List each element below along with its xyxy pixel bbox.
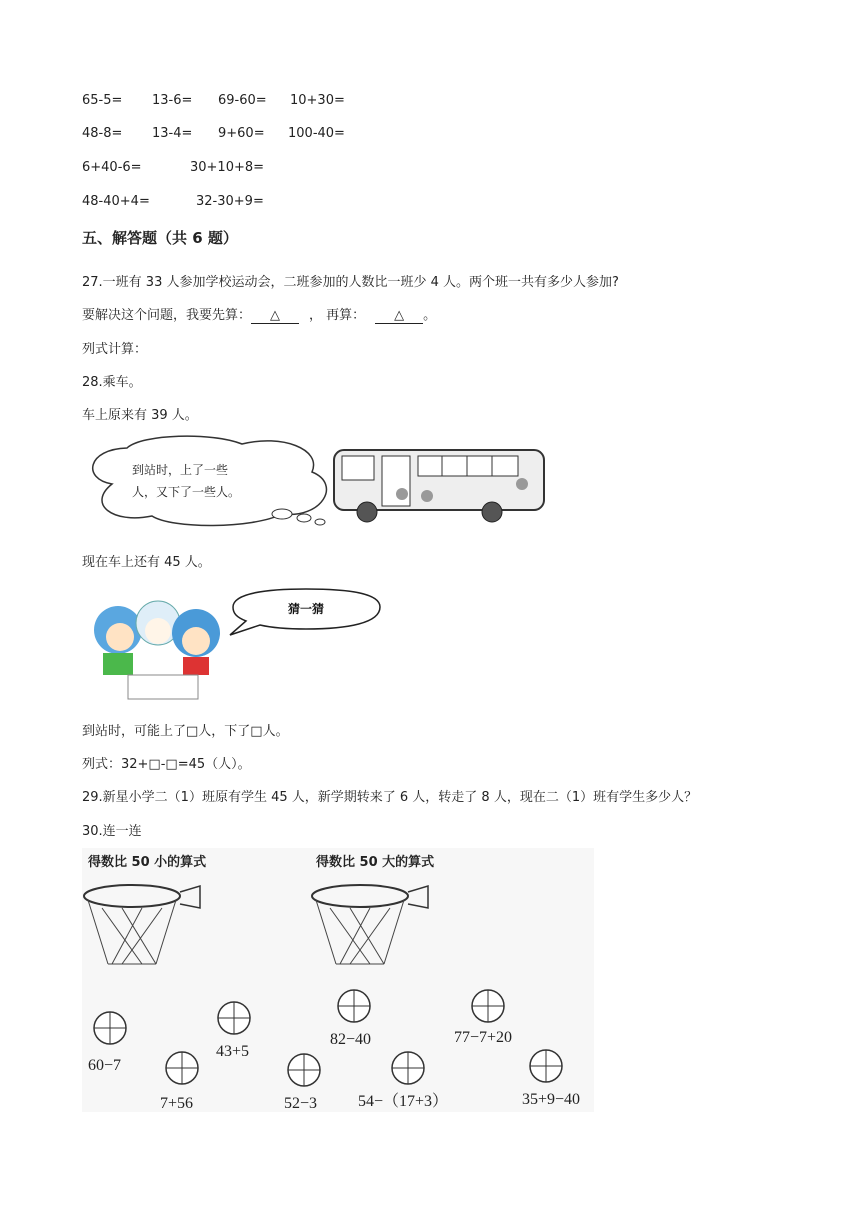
arith-r2-1: 48-8= bbox=[82, 126, 123, 141]
ball-expr-1: 60−7 bbox=[88, 1057, 122, 1074]
q27-line2-b: ， 再算： bbox=[309, 308, 366, 323]
q27-text: 27.一班有 33 人参加学校运动会，二班参加的人数比一班少 4 人。两个班一共有多少人参加? bbox=[82, 275, 619, 290]
basketball-icon[interactable] bbox=[94, 1012, 126, 1044]
arith-r1-1: 65-5= bbox=[82, 93, 123, 108]
answer-blank-1[interactable]: △ bbox=[251, 308, 299, 324]
arith-r3-2: 30+10+8= bbox=[190, 160, 265, 175]
ball-expr-6: 54−（17+3） bbox=[358, 1093, 449, 1110]
ball-expr-4: 52−3 bbox=[284, 1095, 318, 1112]
arith-r3-1: 6+40-6= bbox=[82, 160, 142, 175]
q29-text: 29.新星小学二（1）班原有学生 45 人，新学期转来了 6 人，转走了 8 人，现在二（1）班有学生多少人？ bbox=[82, 790, 698, 805]
bubble2-text: 猜一猜 bbox=[288, 602, 325, 616]
q28-title: 28.乘车。 bbox=[82, 375, 142, 390]
q27-line3: 列式计算： bbox=[82, 342, 148, 357]
arith-r4-1: 48-40+4= bbox=[82, 194, 150, 209]
arith-r1-2: 13-6= bbox=[152, 93, 193, 108]
q28-line2: 现在车上还有 45 人。 bbox=[82, 555, 211, 570]
q30-title: 30.连一连 bbox=[82, 824, 142, 839]
q27-line2 bbox=[82, 304, 436, 324]
left-hoop-label: 得数比 50 小的算式 bbox=[88, 855, 207, 870]
kids-illustration bbox=[88, 585, 388, 705]
basketball-icon[interactable] bbox=[530, 1050, 562, 1082]
q28-line4: 列式：32+□-□=45（人）。 bbox=[82, 757, 251, 772]
basketball-icon[interactable] bbox=[218, 1002, 250, 1034]
q27-line2-a: 要解决这个问题，我要先算： bbox=[82, 308, 252, 323]
kids-icon bbox=[94, 601, 220, 699]
basketball-icon[interactable] bbox=[472, 990, 504, 1022]
ball-expr-7: 77−7+20 bbox=[454, 1029, 513, 1046]
bus-illustration bbox=[82, 434, 552, 534]
section-title: 五、解答题（共 6 题） bbox=[82, 229, 238, 247]
arith-r1-4: 10+30= bbox=[290, 93, 345, 108]
basketball-matching bbox=[82, 848, 594, 1112]
basketball-icon[interactable] bbox=[338, 990, 370, 1022]
q28-line3: 到站时，可能上了□人，下了□人。 bbox=[82, 724, 289, 739]
basketball-icon[interactable] bbox=[392, 1052, 424, 1084]
basket-hoop-icon[interactable] bbox=[84, 885, 200, 964]
basketball-icon[interactable] bbox=[166, 1052, 198, 1084]
basket-hoop-icon[interactable] bbox=[312, 885, 428, 964]
arith-r4-2: 32-30+9= bbox=[196, 194, 264, 209]
bubble1-line2: 人，又下了一些人。 bbox=[132, 485, 241, 499]
arith-r2-3: 9+60= bbox=[218, 126, 265, 141]
answer-blank-2[interactable]: △ bbox=[375, 308, 423, 324]
bubble1-line1: 到站时，上了一些 bbox=[132, 463, 229, 477]
right-hoop-label: 得数比 50 大的算式 bbox=[316, 855, 435, 870]
arith-r2-4: 100-40= bbox=[288, 126, 345, 141]
arith-r1-3: 69-60= bbox=[218, 93, 267, 108]
thought-bubble bbox=[93, 436, 327, 525]
ball-expr-2: 7+56 bbox=[160, 1095, 194, 1112]
basketball-icon[interactable] bbox=[288, 1054, 320, 1086]
arith-r2-2: 13-4= bbox=[152, 126, 193, 141]
bus-icon bbox=[334, 450, 544, 522]
ball-expr-3: 43+5 bbox=[216, 1043, 250, 1060]
q28-line1: 车上原来有 39 人。 bbox=[82, 408, 198, 423]
q27-line2-c: 。 bbox=[423, 308, 437, 323]
ball-expr-5: 82−40 bbox=[330, 1031, 372, 1048]
ball-expr-8: 35+9−40 bbox=[522, 1091, 581, 1108]
